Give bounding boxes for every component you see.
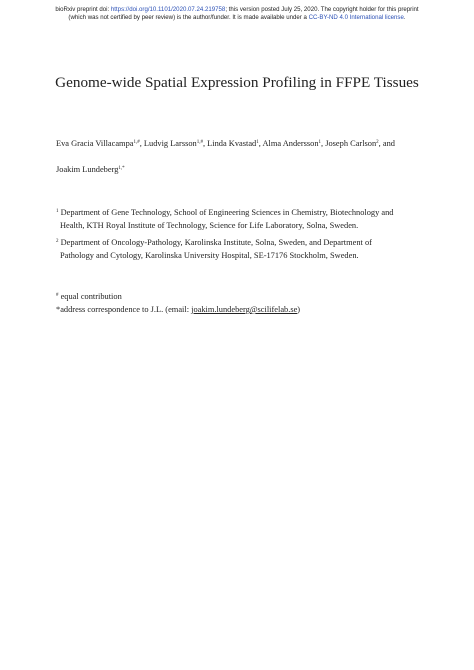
author-name: Eva Gracia Villacampa	[56, 139, 134, 148]
affiliation-2	[56, 237, 456, 262]
affiliation-line: Pathology and Cytology, Karolinska University Hospital, SE-17176 Stockholm, Sweden.	[60, 250, 359, 260]
doi-link[interactable]: https://doi.org/10.1101/2020.07.24.219758	[110, 6, 226, 13]
author-name: Joakim Lundeberg	[56, 165, 119, 174]
author-separator: ,	[321, 139, 326, 148]
equal-contribution-note	[56, 291, 436, 304]
equal-contribution-mark: #	[56, 293, 59, 298]
author-separator: , and	[378, 139, 395, 148]
author-name: Ludvig Larsson	[143, 139, 197, 148]
affiliation-mark: 2	[56, 239, 59, 244]
banner-line-2	[0, 14, 474, 22]
affiliation-1	[56, 207, 456, 232]
author-affil-mark: 1	[318, 140, 322, 145]
author-affil-mark: 1	[256, 140, 259, 145]
license-link[interactable]: CC-BY-ND 4.0 International license	[308, 14, 404, 21]
author-affil-mark: 1,*	[118, 166, 125, 171]
banner-line1-suffix: ; this version posted July 25, 2020. The copyright holder for this preprint	[225, 6, 419, 13]
banner-line-1	[0, 6, 474, 14]
author-line-2	[56, 164, 436, 175]
author-name: Linda Kvastad	[207, 139, 257, 148]
affiliation-mark: 1	[56, 209, 59, 214]
author-affil-mark: 1,#	[196, 140, 203, 145]
correspondence-suffix: )	[297, 305, 301, 314]
correspondence-note	[56, 304, 436, 317]
banner-line2-prefix: (which was not certified by peer review) is the author/funder. It is made available under a	[68, 14, 309, 21]
author-line-1	[56, 138, 436, 149]
author-name: Joseph Carlson	[325, 139, 377, 148]
preprint-banner	[0, 6, 474, 22]
banner-doi-prefix: bioRxiv preprint doi:	[55, 6, 111, 13]
banner-line2-suffix: .	[403, 14, 406, 21]
correspondence-email-link[interactable]: joakim.lundeberg@scilifelab.se	[191, 305, 298, 314]
author-separator: ,	[139, 139, 144, 148]
author-affil-mark: 2	[376, 140, 379, 145]
paper-title: Genome-wide Spatial Expression Profiling in FFPE Tissues	[55, 74, 419, 91]
author-name: Alma Andersson	[262, 139, 319, 148]
equal-contribution-text: equal contribution	[58, 292, 122, 301]
affiliation-line: Department of Oncology-Pathology, Karolinska Institute, Solna, Sweden, and Department of	[60, 238, 372, 247]
author-separator: ,	[202, 139, 208, 148]
affiliation-line: Health, KTH Royal Institute of Technology, Science for Life Laboratory, Solna, Sweden.	[60, 220, 359, 230]
author-affil-mark: 1,#	[133, 140, 140, 145]
author-separator: ,	[258, 139, 263, 148]
affiliation-line: Department of Gene Technology, School of Engineering Sciences in Chemistry, Biotechnology and	[60, 208, 394, 217]
correspondence-prefix: *address correspondence to J.L. (email:	[56, 305, 192, 314]
